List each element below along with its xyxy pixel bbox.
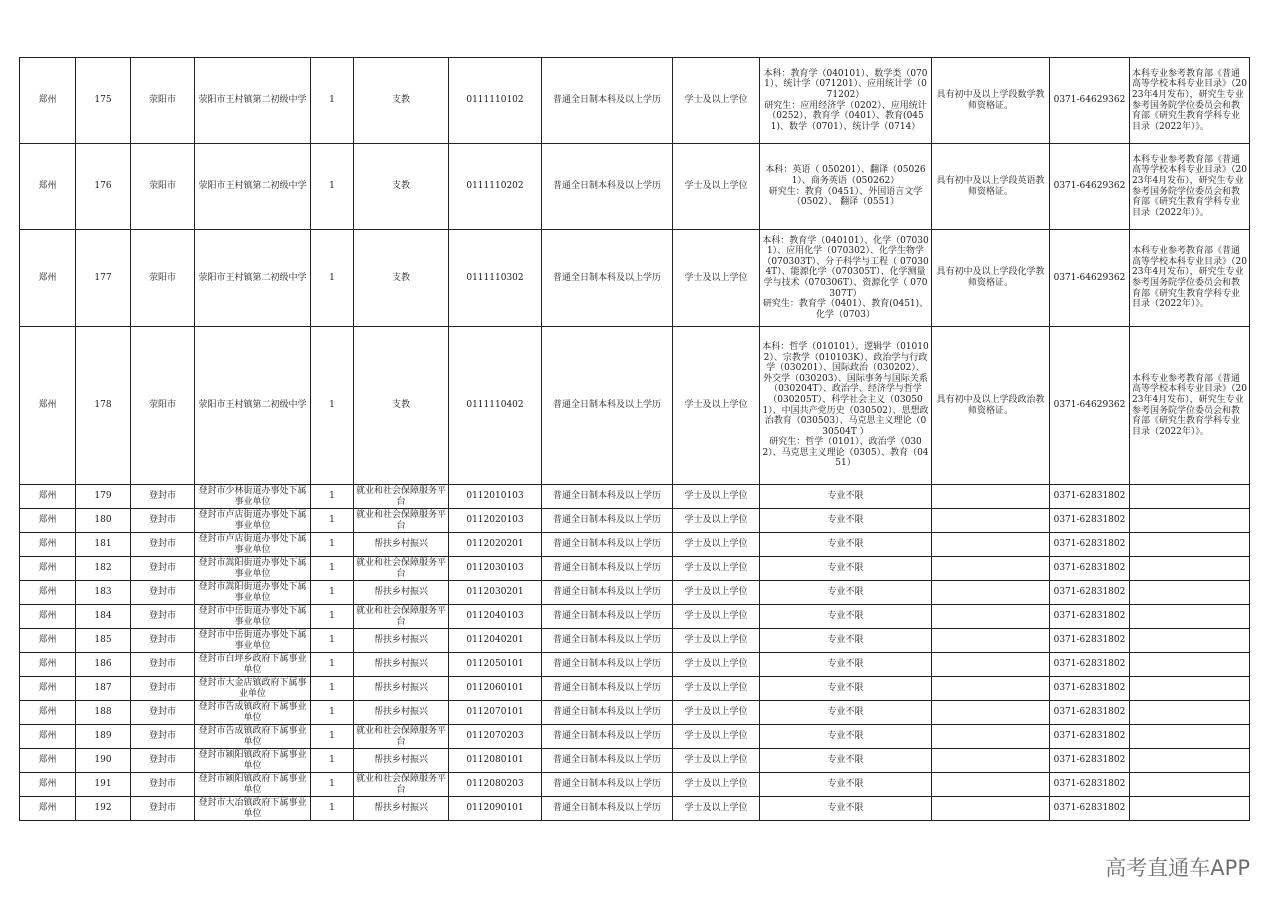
condition-cell — [932, 797, 1050, 821]
condition-cell: 具有初中及以上学段数学教师资格证。 — [932, 58, 1050, 144]
education-cell: 普通全日制本科及以上学历 — [542, 725, 673, 749]
post-cell: 帮扶乡村振兴 — [354, 677, 449, 701]
city-cell: 郑州 — [20, 144, 76, 230]
education-cell: 普通全日制本科及以上学历 — [542, 701, 673, 725]
table-row — [20, 533, 1250, 557]
condition-cell: 具有初中及以上学段政治教师资格证。 — [932, 327, 1050, 485]
education-cell: 普通全日制本科及以上学历 — [542, 653, 673, 677]
condition-cell — [932, 677, 1050, 701]
unit-cell: 登封市中岳街道办事处下属事业单位 — [195, 605, 311, 629]
remark-cell — [1130, 629, 1250, 653]
number-cell: 179 — [76, 485, 131, 509]
condition-cell — [932, 605, 1050, 629]
phone-cell: 0371-62831802 — [1050, 509, 1130, 533]
unit-cell: 荥阳市王村镇第二初级中学 — [195, 230, 311, 327]
count-cell: 1 — [311, 509, 354, 533]
unit-cell: 登封市颍阳镇政府下属事业单位 — [195, 749, 311, 773]
code-cell: 0111110302 — [449, 230, 542, 327]
major-cell: 专业不限 — [760, 629, 932, 653]
code-cell: 0112090101 — [449, 797, 542, 821]
remark-cell — [1130, 725, 1250, 749]
remark-cell — [1130, 485, 1250, 509]
remark-cell — [1130, 653, 1250, 677]
education-cell: 普通全日制本科及以上学历 — [542, 749, 673, 773]
post-cell: 帮扶乡村振兴 — [354, 797, 449, 821]
code-cell: 0112040201 — [449, 629, 542, 653]
county-cell: 登封市 — [131, 509, 195, 533]
table-row — [20, 509, 1250, 533]
code-cell: 0111110102 — [449, 58, 542, 144]
count-cell: 1 — [311, 629, 354, 653]
major-cell: 本科：教育学（040101）、数学类（0701）、统计学（071201）、应用统计学（071202） 研究生：应用经济学（0202）、应用统计（0252）、教育学（0401）、教育(0451)、数学（0701）、统计学（0714） — [760, 58, 932, 144]
education-cell: 普通全日制本科及以上学历 — [542, 581, 673, 605]
county-cell: 登封市 — [131, 629, 195, 653]
remark-cell: 本科专业参考教育部《普通高等学校本科专业目录》（2023年4月发布），研究生专业参考国务院学位委员会和教育部《研究生教育学科专业目录（2022年）》。 — [1130, 58, 1250, 144]
remark-cell: 本科专业参考教育部《普通高等学校本科专业目录》（2023年4月发布），研究生专业参考国务院学位委员会和教育部《研究生教育学科专业目录（2022年）》。 — [1130, 144, 1250, 230]
code-cell: 0112070101 — [449, 701, 542, 725]
post-cell: 就业和社会保障服务平台 — [354, 605, 449, 629]
table-row — [20, 327, 1250, 485]
education-cell: 普通全日制本科及以上学历 — [542, 605, 673, 629]
phone-cell: 0371-62831802 — [1050, 773, 1130, 797]
county-cell: 登封市 — [131, 797, 195, 821]
degree-cell: 学士及以上学位 — [673, 533, 760, 557]
number-cell: 182 — [76, 557, 131, 581]
remark-cell — [1130, 797, 1250, 821]
post-cell: 帮扶乡村振兴 — [354, 701, 449, 725]
major-cell: 专业不限 — [760, 653, 932, 677]
remark-cell: 本科专业参考教育部《普通高等学校本科专业目录》（2023年4月发布），研究生专业参考国务院学位委员会和教育部《研究生教育学科专业目录（2022年）》。 — [1130, 230, 1250, 327]
remark-cell — [1130, 701, 1250, 725]
remark-cell — [1130, 557, 1250, 581]
count-cell: 1 — [311, 58, 354, 144]
count-cell: 1 — [311, 725, 354, 749]
code-cell: 0112080101 — [449, 749, 542, 773]
unit-cell: 登封市大金店镇政府下属事业单位 — [195, 677, 311, 701]
count-cell: 1 — [311, 144, 354, 230]
post-cell: 就业和社会保障服务平台 — [354, 773, 449, 797]
recruitment-table — [19, 57, 1250, 821]
major-cell: 本科：教育学（040101）、化学（070301）、应用化学（070302）、化学生物学（070303T）、分子科学与工程（ 070304T）、能源化学（070305T）、化学测量学与技术（070306T）、资源化学（ 070307T） 研究生：教育学（0401）、教育(0451)、化学（0703） — [760, 230, 932, 327]
major-cell: 专业不限 — [760, 557, 932, 581]
remark-cell — [1130, 605, 1250, 629]
phone-cell: 0371-62831802 — [1050, 701, 1130, 725]
table-row — [20, 605, 1250, 629]
code-cell: 0112040103 — [449, 605, 542, 629]
major-cell: 专业不限 — [760, 581, 932, 605]
unit-cell: 荥阳市王村镇第二初级中学 — [195, 144, 311, 230]
post-cell: 帮扶乡村振兴 — [354, 533, 449, 557]
degree-cell: 学士及以上学位 — [673, 677, 760, 701]
city-cell: 郑州 — [20, 605, 76, 629]
condition-cell — [932, 509, 1050, 533]
condition-cell: 具有初中及以上学段化学教师资格证。 — [932, 230, 1050, 327]
post-cell: 帮扶乡村振兴 — [354, 629, 449, 653]
city-cell: 郑州 — [20, 533, 76, 557]
county-cell: 登封市 — [131, 725, 195, 749]
county-cell: 登封市 — [131, 653, 195, 677]
table-row — [20, 701, 1250, 725]
education-cell: 普通全日制本科及以上学历 — [542, 533, 673, 557]
condition-cell — [932, 725, 1050, 749]
phone-cell: 0371-62831802 — [1050, 581, 1130, 605]
count-cell: 1 — [311, 677, 354, 701]
number-cell: 184 — [76, 605, 131, 629]
post-cell: 帮扶乡村振兴 — [354, 653, 449, 677]
phone-cell: 0371-62831802 — [1050, 533, 1130, 557]
remark-cell — [1130, 509, 1250, 533]
count-cell: 1 — [311, 605, 354, 629]
education-cell: 普通全日制本科及以上学历 — [542, 797, 673, 821]
city-cell: 郑州 — [20, 701, 76, 725]
count-cell: 1 — [311, 327, 354, 485]
condition-cell — [932, 557, 1050, 581]
degree-cell: 学士及以上学位 — [673, 605, 760, 629]
county-cell: 荥阳市 — [131, 230, 195, 327]
condition-cell — [932, 653, 1050, 677]
remark-cell — [1130, 581, 1250, 605]
count-cell: 1 — [311, 773, 354, 797]
table-row — [20, 58, 1250, 144]
major-cell: 专业不限 — [760, 677, 932, 701]
number-cell: 191 — [76, 773, 131, 797]
number-cell: 186 — [76, 653, 131, 677]
phone-cell: 0371-64629362 — [1050, 58, 1130, 144]
county-cell: 荥阳市 — [131, 58, 195, 144]
degree-cell: 学士及以上学位 — [673, 725, 760, 749]
city-cell: 郑州 — [20, 230, 76, 327]
city-cell: 郑州 — [20, 797, 76, 821]
degree-cell: 学士及以上学位 — [673, 509, 760, 533]
unit-cell: 登封市告成镇政府下属事业单位 — [195, 725, 311, 749]
major-cell: 专业不限 — [760, 485, 932, 509]
post-cell: 就业和社会保障服务平台 — [354, 557, 449, 581]
degree-cell: 学士及以上学位 — [673, 797, 760, 821]
condition-cell — [932, 533, 1050, 557]
number-cell: 175 — [76, 58, 131, 144]
number-cell: 188 — [76, 701, 131, 725]
education-cell: 普通全日制本科及以上学历 — [542, 485, 673, 509]
number-cell: 176 — [76, 144, 131, 230]
education-cell: 普通全日制本科及以上学历 — [542, 58, 673, 144]
number-cell: 177 — [76, 230, 131, 327]
post-cell: 就业和社会保障服务平台 — [354, 509, 449, 533]
number-cell: 187 — [76, 677, 131, 701]
city-cell: 郑州 — [20, 725, 76, 749]
condition-cell — [932, 749, 1050, 773]
table-body — [20, 58, 1250, 821]
degree-cell: 学士及以上学位 — [673, 58, 760, 144]
unit-cell: 荥阳市王村镇第二初级中学 — [195, 58, 311, 144]
condition-cell — [932, 581, 1050, 605]
phone-cell: 0371-62831802 — [1050, 749, 1130, 773]
county-cell: 登封市 — [131, 485, 195, 509]
county-cell: 登封市 — [131, 749, 195, 773]
condition-cell — [932, 701, 1050, 725]
count-cell: 1 — [311, 533, 354, 557]
remark-cell — [1130, 749, 1250, 773]
code-cell: 0112060101 — [449, 677, 542, 701]
table-row — [20, 749, 1250, 773]
major-cell: 本科：英语（ 050201）、翻译（050261）、商务英语（050262） 研究生：教育（0451）、外国语言文学（0502）、 翻译（0551） — [760, 144, 932, 230]
table-row — [20, 230, 1250, 327]
county-cell: 登封市 — [131, 677, 195, 701]
post-cell: 支教 — [354, 327, 449, 485]
degree-cell: 学士及以上学位 — [673, 701, 760, 725]
table-row — [20, 581, 1250, 605]
count-cell: 1 — [311, 653, 354, 677]
code-cell: 0112050101 — [449, 653, 542, 677]
unit-cell: 登封市嵩阳街道办事处下属事业单位 — [195, 557, 311, 581]
unit-cell: 登封市中岳街道办事处下属事业单位 — [195, 629, 311, 653]
degree-cell: 学士及以上学位 — [673, 485, 760, 509]
post-cell: 帮扶乡村振兴 — [354, 581, 449, 605]
phone-cell: 0371-64629362 — [1050, 230, 1130, 327]
phone-cell: 0371-62831802 — [1050, 485, 1130, 509]
county-cell: 登封市 — [131, 605, 195, 629]
city-cell: 郑州 — [20, 327, 76, 485]
county-cell: 登封市 — [131, 701, 195, 725]
county-cell: 荥阳市 — [131, 144, 195, 230]
count-cell: 1 — [311, 557, 354, 581]
major-cell: 本科：哲学（010101）、逻辑学（010102）、宗教学（010103K）、政治学与行政学（030201）、国际政治（030202）、外交学（030203）、国际事务与国际关系（030204T）、政治学、经济学与哲学（030205T）、科学社会主义（030501）、中国共产党历史（030502）、思想政治教育（030503）、马克思主义理论（030504T ） 研究生：哲学（0101）、政治学（0302）、马克思主义理论（0305）、教育（0451） — [760, 327, 932, 485]
remark-cell: 本科专业参考教育部《普通高等学校本科专业目录》（2023年4月发布），研究生专业参考国务院学位委员会和教育部《研究生教育学科专业目录（2022年）》。 — [1130, 327, 1250, 485]
remark-cell — [1130, 533, 1250, 557]
city-cell: 郑州 — [20, 557, 76, 581]
unit-cell: 登封市卢店街道办事处下属事业单位 — [195, 533, 311, 557]
city-cell: 郑州 — [20, 629, 76, 653]
code-cell: 0112020201 — [449, 533, 542, 557]
degree-cell: 学士及以上学位 — [673, 629, 760, 653]
city-cell: 郑州 — [20, 58, 76, 144]
city-cell: 郑州 — [20, 653, 76, 677]
phone-cell: 0371-62831802 — [1050, 797, 1130, 821]
code-cell: 0112030201 — [449, 581, 542, 605]
code-cell: 0112070203 — [449, 725, 542, 749]
condition-cell — [932, 485, 1050, 509]
phone-cell: 0371-62831802 — [1050, 605, 1130, 629]
table-row — [20, 797, 1250, 821]
degree-cell: 学士及以上学位 — [673, 653, 760, 677]
education-cell: 普通全日制本科及以上学历 — [542, 773, 673, 797]
post-cell: 支教 — [354, 58, 449, 144]
code-cell: 0112030103 — [449, 557, 542, 581]
degree-cell: 学士及以上学位 — [673, 557, 760, 581]
major-cell: 专业不限 — [760, 749, 932, 773]
unit-cell: 登封市大冶镇政府下属事业单位 — [195, 797, 311, 821]
county-cell: 登封市 — [131, 557, 195, 581]
phone-cell: 0371-62831802 — [1050, 725, 1130, 749]
post-cell: 支教 — [354, 144, 449, 230]
major-cell: 专业不限 — [760, 509, 932, 533]
education-cell: 普通全日制本科及以上学历 — [542, 557, 673, 581]
remark-cell — [1130, 773, 1250, 797]
table-row — [20, 485, 1250, 509]
education-cell: 普通全日制本科及以上学历 — [542, 629, 673, 653]
table-row — [20, 773, 1250, 797]
watermark: 高考直通车APP — [1105, 856, 1250, 880]
degree-cell: 学士及以上学位 — [673, 144, 760, 230]
degree-cell: 学士及以上学位 — [673, 581, 760, 605]
condition-cell — [932, 629, 1050, 653]
table-row — [20, 653, 1250, 677]
number-cell: 185 — [76, 629, 131, 653]
unit-cell: 登封市嵩阳街道办事处下属事业单位 — [195, 581, 311, 605]
city-cell: 郑州 — [20, 581, 76, 605]
city-cell: 郑州 — [20, 749, 76, 773]
major-cell: 专业不限 — [760, 725, 932, 749]
unit-cell: 登封市白坪乡政府下属事业单位 — [195, 653, 311, 677]
degree-cell: 学士及以上学位 — [673, 773, 760, 797]
code-cell: 0112010103 — [449, 485, 542, 509]
phone-cell: 0371-62831802 — [1050, 653, 1130, 677]
education-cell: 普通全日制本科及以上学历 — [542, 327, 673, 485]
major-cell: 专业不限 — [760, 797, 932, 821]
city-cell: 郑州 — [20, 509, 76, 533]
count-cell: 1 — [311, 581, 354, 605]
major-cell: 专业不限 — [760, 533, 932, 557]
table-row — [20, 629, 1250, 653]
education-cell: 普通全日制本科及以上学历 — [542, 509, 673, 533]
unit-cell: 荥阳市王村镇第二初级中学 — [195, 327, 311, 485]
city-cell: 郑州 — [20, 773, 76, 797]
number-cell: 190 — [76, 749, 131, 773]
major-cell: 专业不限 — [760, 773, 932, 797]
table-row — [20, 557, 1250, 581]
count-cell: 1 — [311, 230, 354, 327]
code-cell: 0111110202 — [449, 144, 542, 230]
condition-cell: 具有初中及以上学段英语教师资格证。 — [932, 144, 1050, 230]
table-row — [20, 725, 1250, 749]
major-cell: 专业不限 — [760, 605, 932, 629]
education-cell: 普通全日制本科及以上学历 — [542, 144, 673, 230]
phone-cell: 0371-62831802 — [1050, 677, 1130, 701]
phone-cell: 0371-64629362 — [1050, 327, 1130, 485]
unit-cell: 登封市卢店街道办事处下属事业单位 — [195, 509, 311, 533]
county-cell: 登封市 — [131, 533, 195, 557]
post-cell: 就业和社会保障服务平台 — [354, 725, 449, 749]
phone-cell: 0371-64629362 — [1050, 144, 1130, 230]
degree-cell: 学士及以上学位 — [673, 327, 760, 485]
post-cell: 支教 — [354, 230, 449, 327]
table-row — [20, 144, 1250, 230]
code-cell: 0111110402 — [449, 327, 542, 485]
condition-cell — [932, 773, 1050, 797]
post-cell: 帮扶乡村振兴 — [354, 749, 449, 773]
number-cell: 183 — [76, 581, 131, 605]
post-cell: 就业和社会保障服务平台 — [354, 485, 449, 509]
count-cell: 1 — [311, 797, 354, 821]
city-cell: 郑州 — [20, 677, 76, 701]
phone-cell: 0371-62831802 — [1050, 629, 1130, 653]
count-cell: 1 — [311, 749, 354, 773]
unit-cell: 登封市少林街道办事处下属事业单位 — [195, 485, 311, 509]
code-cell: 0112080203 — [449, 773, 542, 797]
count-cell: 1 — [311, 485, 354, 509]
degree-cell: 学士及以上学位 — [673, 749, 760, 773]
unit-cell: 登封市颍阳镇政府下属事业单位 — [195, 773, 311, 797]
phone-cell: 0371-62831802 — [1050, 557, 1130, 581]
major-cell: 专业不限 — [760, 701, 932, 725]
table-row — [20, 677, 1250, 701]
education-cell: 普通全日制本科及以上学历 — [542, 677, 673, 701]
county-cell: 荥阳市 — [131, 327, 195, 485]
county-cell: 登封市 — [131, 773, 195, 797]
city-cell: 郑州 — [20, 485, 76, 509]
number-cell: 189 — [76, 725, 131, 749]
number-cell: 181 — [76, 533, 131, 557]
code-cell: 0112020103 — [449, 509, 542, 533]
education-cell: 普通全日制本科及以上学历 — [542, 230, 673, 327]
degree-cell: 学士及以上学位 — [673, 230, 760, 327]
unit-cell: 登封市告成镇政府下属事业单位 — [195, 701, 311, 725]
number-cell: 180 — [76, 509, 131, 533]
number-cell: 192 — [76, 797, 131, 821]
number-cell: 178 — [76, 327, 131, 485]
remark-cell — [1130, 677, 1250, 701]
county-cell: 登封市 — [131, 581, 195, 605]
count-cell: 1 — [311, 701, 354, 725]
